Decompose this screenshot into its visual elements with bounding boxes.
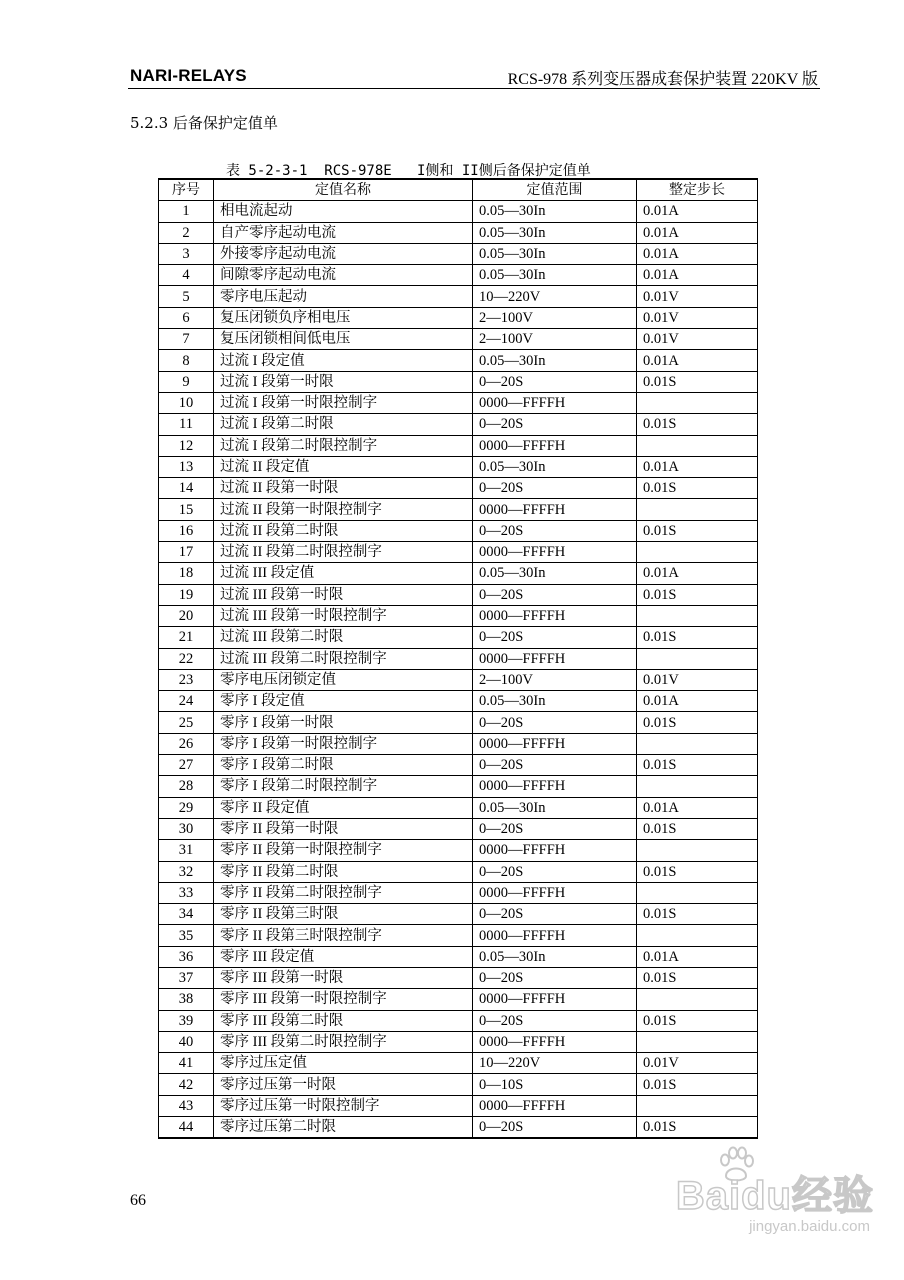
cell-setting-name: 零序 I 段第一时限 (214, 712, 473, 733)
cell-index: 39 (159, 1010, 214, 1031)
cell-step: 0.01A (637, 201, 758, 222)
cell-step: 0.01A (637, 563, 758, 584)
table-row (159, 478, 758, 499)
table-row (159, 967, 758, 988)
watermark-url: jingyan.baidu.com (749, 1218, 870, 1235)
table-row (159, 1095, 758, 1116)
cell-setting-name: 过流 I 段第一时限控制字 (214, 392, 473, 413)
table-row (159, 307, 758, 328)
table-body (159, 201, 758, 1139)
cell-setting-name: 零序 II 段第一时限 (214, 818, 473, 839)
cell-setting-name: 过流 III 段第一时限控制字 (214, 605, 473, 626)
cell-setting-name: 零序 I 段定值 (214, 691, 473, 712)
watermark-logo-text: Baidu经验 (675, 1174, 874, 1218)
cell-setting-name: 零序 I 段第一时限控制字 (214, 733, 473, 754)
cell-index: 31 (159, 840, 214, 861)
table-row (159, 201, 758, 222)
page-number: 66 (130, 1192, 146, 1209)
cell-step (637, 1031, 758, 1052)
table-row (159, 669, 758, 690)
cell-setting-name: 零序 II 段第三时限控制字 (214, 925, 473, 946)
cell-range: 0—20S (473, 1010, 637, 1031)
cell-index: 8 (159, 350, 214, 371)
cell-step: 0.01S (637, 1117, 758, 1139)
cell-index: 30 (159, 818, 214, 839)
cell-step: 0.01S (637, 904, 758, 925)
cell-step: 0.01A (637, 691, 758, 712)
cell-step: 0.01A (637, 222, 758, 243)
cell-index: 1 (159, 201, 214, 222)
cell-range: 0.05—30In (473, 946, 637, 967)
table-row (159, 286, 758, 307)
table-row (159, 1053, 758, 1074)
cell-setting-name: 过流 I 段第二时限控制字 (214, 435, 473, 456)
table-row (159, 776, 758, 797)
cell-step (637, 733, 758, 754)
cell-setting-name: 过流 II 段第一时限控制字 (214, 499, 473, 520)
table-row (159, 861, 758, 882)
cell-range: 0000—FFFFH (473, 840, 637, 861)
cell-step: 0.01S (637, 627, 758, 648)
table-row (159, 542, 758, 563)
cell-range: 0—20S (473, 414, 637, 435)
cell-range: 0000—FFFFH (473, 392, 637, 413)
cell-range: 0—20S (473, 1117, 637, 1139)
table-row (159, 392, 758, 413)
cell-index: 13 (159, 456, 214, 477)
table-row (159, 605, 758, 626)
cell-setting-name: 零序 III 段第二时限 (214, 1010, 473, 1031)
cell-step: 0.01S (637, 371, 758, 392)
cell-index: 6 (159, 307, 214, 328)
table-row (159, 499, 758, 520)
table-row (159, 563, 758, 584)
cell-step: 0.01S (637, 1010, 758, 1031)
cell-setting-name: 过流 III 段第二时限控制字 (214, 648, 473, 669)
cell-range: 0.05—30In (473, 456, 637, 477)
table-row (159, 882, 758, 903)
cell-range: 0—20S (473, 818, 637, 839)
cell-step: 0.01A (637, 946, 758, 967)
brand-header: NARI-RELAYS (130, 66, 247, 85)
cell-step (637, 605, 758, 626)
cell-range: 0000—FFFFH (473, 733, 637, 754)
cell-setting-name: 零序电压闭锁定值 (214, 669, 473, 690)
table-row (159, 222, 758, 243)
cell-range: 0.05—30In (473, 201, 637, 222)
table-row (159, 733, 758, 754)
cell-index: 21 (159, 627, 214, 648)
cell-index: 12 (159, 435, 214, 456)
cell-index: 40 (159, 1031, 214, 1052)
cell-index: 38 (159, 989, 214, 1010)
table-row (159, 243, 758, 264)
cell-range: 2—100V (473, 307, 637, 328)
cell-range: 0000—FFFFH (473, 989, 637, 1010)
cell-index: 11 (159, 414, 214, 435)
cell-index: 34 (159, 904, 214, 925)
cell-setting-name: 过流 III 段第一时限 (214, 584, 473, 605)
cell-setting-name: 相电流起动 (214, 201, 473, 222)
cell-step: 0.01V (637, 329, 758, 350)
table-row (159, 414, 758, 435)
cell-range: 0.05—30In (473, 797, 637, 818)
table-row (159, 584, 758, 605)
cell-range: 0000—FFFFH (473, 882, 637, 903)
cell-index: 16 (159, 520, 214, 541)
table-row (159, 989, 758, 1010)
table-row (159, 840, 758, 861)
cell-range: 10—220V (473, 286, 637, 307)
cell-step: 0.01S (637, 478, 758, 499)
cell-index: 32 (159, 861, 214, 882)
cell-setting-name: 零序 II 段第一时限控制字 (214, 840, 473, 861)
cell-step: 0.01V (637, 307, 758, 328)
cell-step (637, 499, 758, 520)
cell-setting-name: 零序 II 段第三时限 (214, 904, 473, 925)
cell-index: 10 (159, 392, 214, 413)
baidu-watermark (664, 1140, 874, 1250)
cell-index: 29 (159, 797, 214, 818)
cell-step (637, 435, 758, 456)
cell-range: 0.05—30In (473, 691, 637, 712)
cell-range: 0—20S (473, 755, 637, 776)
cell-step (637, 542, 758, 563)
cell-step: 0.01S (637, 755, 758, 776)
cell-setting-name: 零序过压定值 (214, 1053, 473, 1074)
table-row (159, 946, 758, 967)
table-row (159, 904, 758, 925)
cell-setting-name: 零序 I 段第二时限 (214, 755, 473, 776)
table-caption: 表 5-2-3-1 RCS-978E I侧和 II侧后备保护定值单 (226, 163, 591, 179)
cell-step: 0.01V (637, 1053, 758, 1074)
cell-index: 26 (159, 733, 214, 754)
table-row (159, 1074, 758, 1095)
cell-index: 20 (159, 605, 214, 626)
table-row (159, 648, 758, 669)
cell-range: 0000—FFFFH (473, 499, 637, 520)
cell-index: 15 (159, 499, 214, 520)
cell-setting-name: 间隙零序起动电流 (214, 265, 473, 286)
cell-setting-name: 零序过压第二时限 (214, 1117, 473, 1139)
cell-setting-name: 零序 I 段第二时限控制字 (214, 776, 473, 797)
cell-step: 0.01A (637, 456, 758, 477)
cell-setting-name: 零序过压第一时限控制字 (214, 1095, 473, 1116)
cell-index: 17 (159, 542, 214, 563)
table-row (159, 456, 758, 477)
cell-index: 42 (159, 1074, 214, 1095)
column-header-index: 序号 (159, 179, 214, 201)
section-heading: 5.2.3 后备保护定值单 (130, 114, 278, 132)
cell-index: 19 (159, 584, 214, 605)
cell-range: 2—100V (473, 329, 637, 350)
cell-range: 0—20S (473, 861, 637, 882)
cell-index: 33 (159, 882, 214, 903)
cell-index: 9 (159, 371, 214, 392)
table-row (159, 818, 758, 839)
cell-range: 10—220V (473, 1053, 637, 1074)
cell-step: 0.01S (637, 520, 758, 541)
table-row (159, 691, 758, 712)
cell-range: 0—20S (473, 712, 637, 733)
cell-index: 14 (159, 478, 214, 499)
cell-index: 27 (159, 755, 214, 776)
cell-range: 0.05—30In (473, 222, 637, 243)
cell-index: 2 (159, 222, 214, 243)
cell-range: 0.05—30In (473, 265, 637, 286)
cell-index: 18 (159, 563, 214, 584)
cell-setting-name: 过流 I 段第一时限 (214, 371, 473, 392)
cell-range: 0000—FFFFH (473, 925, 637, 946)
cell-step: 0.01A (637, 265, 758, 286)
cell-range: 0000—FFFFH (473, 435, 637, 456)
table-row (159, 755, 758, 776)
cell-setting-name: 过流 III 段第二时限 (214, 627, 473, 648)
cell-index: 36 (159, 946, 214, 967)
cell-range: 0000—FFFFH (473, 1031, 637, 1052)
cell-range: 0.05—30In (473, 563, 637, 584)
cell-step: 0.01S (637, 712, 758, 733)
cell-index: 37 (159, 967, 214, 988)
cell-setting-name: 零序 II 段第二时限 (214, 861, 473, 882)
table-row (159, 627, 758, 648)
cell-index: 4 (159, 265, 214, 286)
cell-setting-name: 复压闭锁相间低电压 (214, 329, 473, 350)
cell-step (637, 989, 758, 1010)
column-header-name: 定值名称 (214, 179, 473, 201)
cell-step: 0.01V (637, 286, 758, 307)
cell-range: 0.05—30In (473, 350, 637, 371)
cell-step (637, 392, 758, 413)
cell-range: 0—20S (473, 627, 637, 648)
cell-range: 0—20S (473, 520, 637, 541)
cell-step (637, 776, 758, 797)
table-row (159, 797, 758, 818)
cell-index: 43 (159, 1095, 214, 1116)
cell-setting-name: 零序 II 段定值 (214, 797, 473, 818)
cell-range: 0000—FFFFH (473, 542, 637, 563)
cell-setting-name: 零序 III 段第二时限控制字 (214, 1031, 473, 1052)
table-row (159, 350, 758, 371)
cell-index: 23 (159, 669, 214, 690)
cell-setting-name: 零序 III 段定值 (214, 946, 473, 967)
cell-range: 0—10S (473, 1074, 637, 1095)
cell-index: 25 (159, 712, 214, 733)
cell-step (637, 1095, 758, 1116)
cell-step (637, 648, 758, 669)
cell-step (637, 925, 758, 946)
table-row (159, 1117, 758, 1139)
table-row (159, 329, 758, 350)
cell-setting-name: 过流 II 段第二时限 (214, 520, 473, 541)
cell-range: 0000—FFFFH (473, 776, 637, 797)
cell-index: 24 (159, 691, 214, 712)
cell-range: 0—20S (473, 478, 637, 499)
settings-table (158, 178, 758, 1139)
cell-index: 7 (159, 329, 214, 350)
cell-setting-name: 过流 I 段定值 (214, 350, 473, 371)
cell-setting-name: 过流 II 段第二时限控制字 (214, 542, 473, 563)
cell-step: 0.01S (637, 584, 758, 605)
cell-setting-name: 过流 II 段定值 (214, 456, 473, 477)
table-row (159, 1010, 758, 1031)
table-row (159, 371, 758, 392)
cell-step (637, 840, 758, 861)
cell-step: 0.01S (637, 818, 758, 839)
table-row (159, 435, 758, 456)
cell-range: 0000—FFFFH (473, 648, 637, 669)
cell-step: 0.01S (637, 967, 758, 988)
cell-range: 0000—FFFFH (473, 1095, 637, 1116)
table-row (159, 1031, 758, 1052)
cell-step: 0.01A (637, 243, 758, 264)
cell-index: 35 (159, 925, 214, 946)
column-header-step: 整定步长 (637, 179, 758, 201)
cell-range: 0000—FFFFH (473, 605, 637, 626)
table-row (159, 925, 758, 946)
cell-range: 0—20S (473, 904, 637, 925)
cell-setting-name: 复压闭锁负序相电压 (214, 307, 473, 328)
cell-range: 0.05—30In (473, 243, 637, 264)
header-divider (128, 88, 820, 89)
cell-range: 0—20S (473, 967, 637, 988)
cell-index: 41 (159, 1053, 214, 1074)
cell-setting-name: 零序电压起动 (214, 286, 473, 307)
cell-setting-name: 零序 III 段第一时限 (214, 967, 473, 988)
cell-range: 0—20S (473, 371, 637, 392)
cell-setting-name: 外接零序起动电流 (214, 243, 473, 264)
cell-range: 0—20S (473, 584, 637, 605)
cell-step: 0.01A (637, 797, 758, 818)
table-row (159, 712, 758, 733)
table-header-row (159, 179, 758, 201)
cell-setting-name: 零序 II 段第二时限控制字 (214, 882, 473, 903)
cell-range: 2—100V (473, 669, 637, 690)
cell-index: 44 (159, 1117, 214, 1139)
cell-index: 28 (159, 776, 214, 797)
cell-index: 22 (159, 648, 214, 669)
table-row (159, 265, 758, 286)
cell-setting-name: 过流 I 段第二时限 (214, 414, 473, 435)
cell-step: 0.01S (637, 861, 758, 882)
column-header-range: 定值范围 (473, 179, 637, 201)
cell-index: 5 (159, 286, 214, 307)
cell-step: 0.01V (637, 669, 758, 690)
cell-setting-name: 零序过压第一时限 (214, 1074, 473, 1095)
cell-setting-name: 过流 II 段第一时限 (214, 478, 473, 499)
cell-setting-name: 自产零序起动电流 (214, 222, 473, 243)
cell-setting-name: 过流 III 段定值 (214, 563, 473, 584)
cell-setting-name: 零序 III 段第一时限控制字 (214, 989, 473, 1010)
cell-step: 0.01A (637, 350, 758, 371)
cell-index: 3 (159, 243, 214, 264)
document-title: RCS-978 系列变压器成套保护装置 220KV 版 (507, 71, 818, 88)
cell-step: 0.01S (637, 1074, 758, 1095)
cell-step: 0.01S (637, 414, 758, 435)
cell-step (637, 882, 758, 903)
table-row (159, 520, 758, 541)
